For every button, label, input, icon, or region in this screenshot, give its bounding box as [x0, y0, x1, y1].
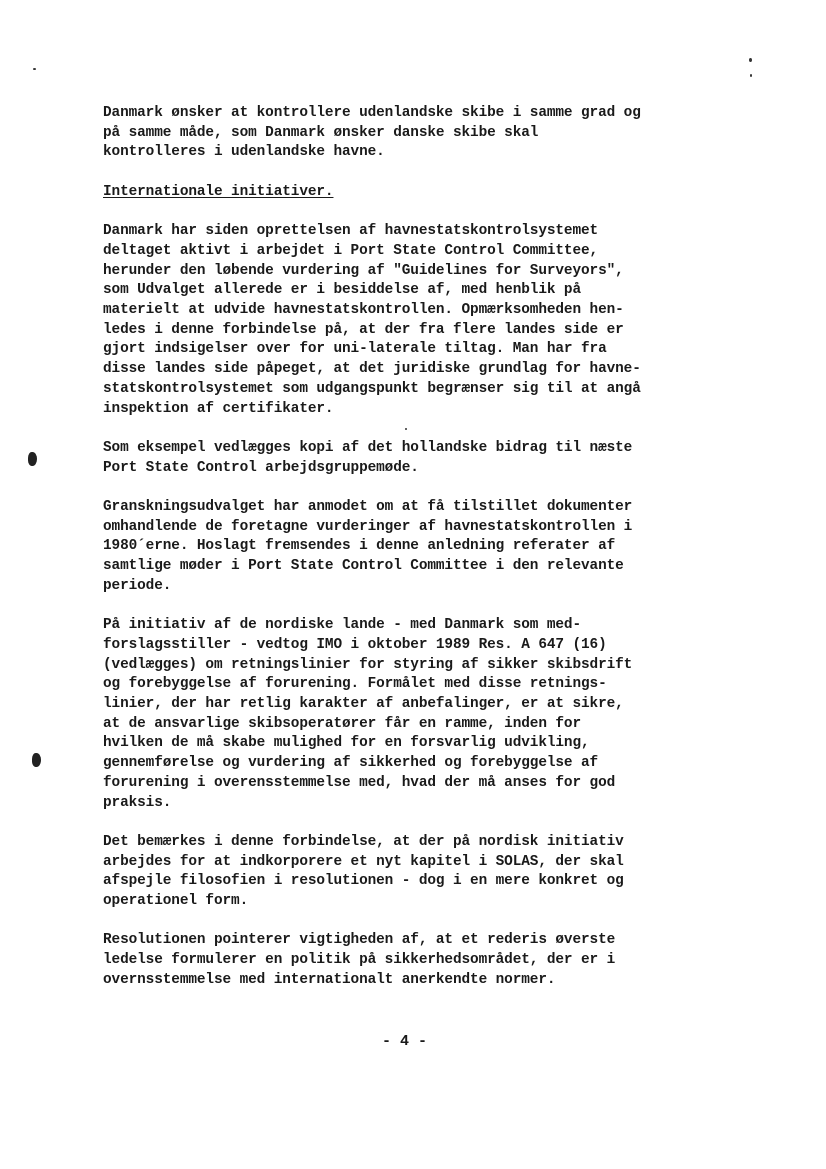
paragraph-port-state-control: Danmark har siden oprettelsen af havnestatskontrolsystemet deltaget aktivt i arbejdet i Port State Control Committee, herunder den løbende vurdering af "Guidelines for Surveyors", som Udvalget allerede er i besiddelse af, med henblik på materielt at udvide havnestatskontrollen. Opmærksomheden hen- ledes i denne forbindelse på, at der fra flere landes side er gjort indsigelser over for uni-laterale tiltag. Man har fra disse landes side påpeget, at det juridiske grundlag for havne- statskontrolsystemet som udgangspunkt begrænser sig til at angå inspektion af certifikater. — [103, 223, 641, 417]
paragraph-dutch-contribution: Som eksempel vedlægges kopi af det hollandske bidrag til næste Port State Control arbejdsgruppemøde. — [103, 439, 633, 476]
paragraph-review-committee: Granskningsudvalget har anmodet om at få tilstillet dokumenter omhandlende de foretagne vurderinger af havnestatskontrollen i 1980´erne. Hoslagt fremsendes i denne anledning referater af samtlige møder i Port State Control Committee i den relevante periode. — [103, 499, 633, 594]
paragraph-resolution: Resolutionen pointerer vigtigheden af, at et rederis øverste ledelse formulerer en politik på sikkerhedsområdet, der er i overnsstemmelse med internationalt anerkendte normer. — [103, 932, 616, 988]
scan-speck — [33, 68, 36, 70]
section-heading: Internationale initiativer. — [103, 183, 334, 200]
paragraph-intro: Danmark ønsker at kontrollere udenlandske skibe i samme grad og på samme måde, som Danmark ønsker danske skibe skal kontrolleres i udenlandske havne. — [103, 105, 641, 161]
document-body — [103, 104, 793, 1010]
punch-hole-mark — [32, 753, 41, 767]
scan-speck — [750, 74, 752, 77]
paragraph-nordic-initiative: På initiativ af de nordiske lande - med Danmark som med- forslagsstiller - vedtog IMO i oktober 1989 Res. A 647 (16) (vedlægges) om retningslinier for styring af sikker skibsdrift og forebyggelse af forurening. Formålet med disse retnings- linier, der har retlig karakter af anbefalinger, er at sikre, at de ansvarlige skibsoperatører får en ramme, inden for hvilken de må skabe mulighed for en forsvarlig udvikling, gennemførelse og vurdering af sikkerhed og forebyggelse af forurening i overensstemmelse med, hvad der må anses for god praksis. — [103, 617, 633, 811]
paragraph-solas-chapter: Det bemærkes i denne forbindelse, at der på nordisk initiativ arbejdes for at indkorporere et nyt kapitel i SOLAS, der skal afspejle filosofien i resolutionen - dog i en mere konkret og operationel form. — [103, 833, 624, 910]
punch-hole-mark — [28, 452, 37, 466]
page-number: - 4 - — [382, 1033, 428, 1050]
scan-speck — [749, 58, 752, 62]
